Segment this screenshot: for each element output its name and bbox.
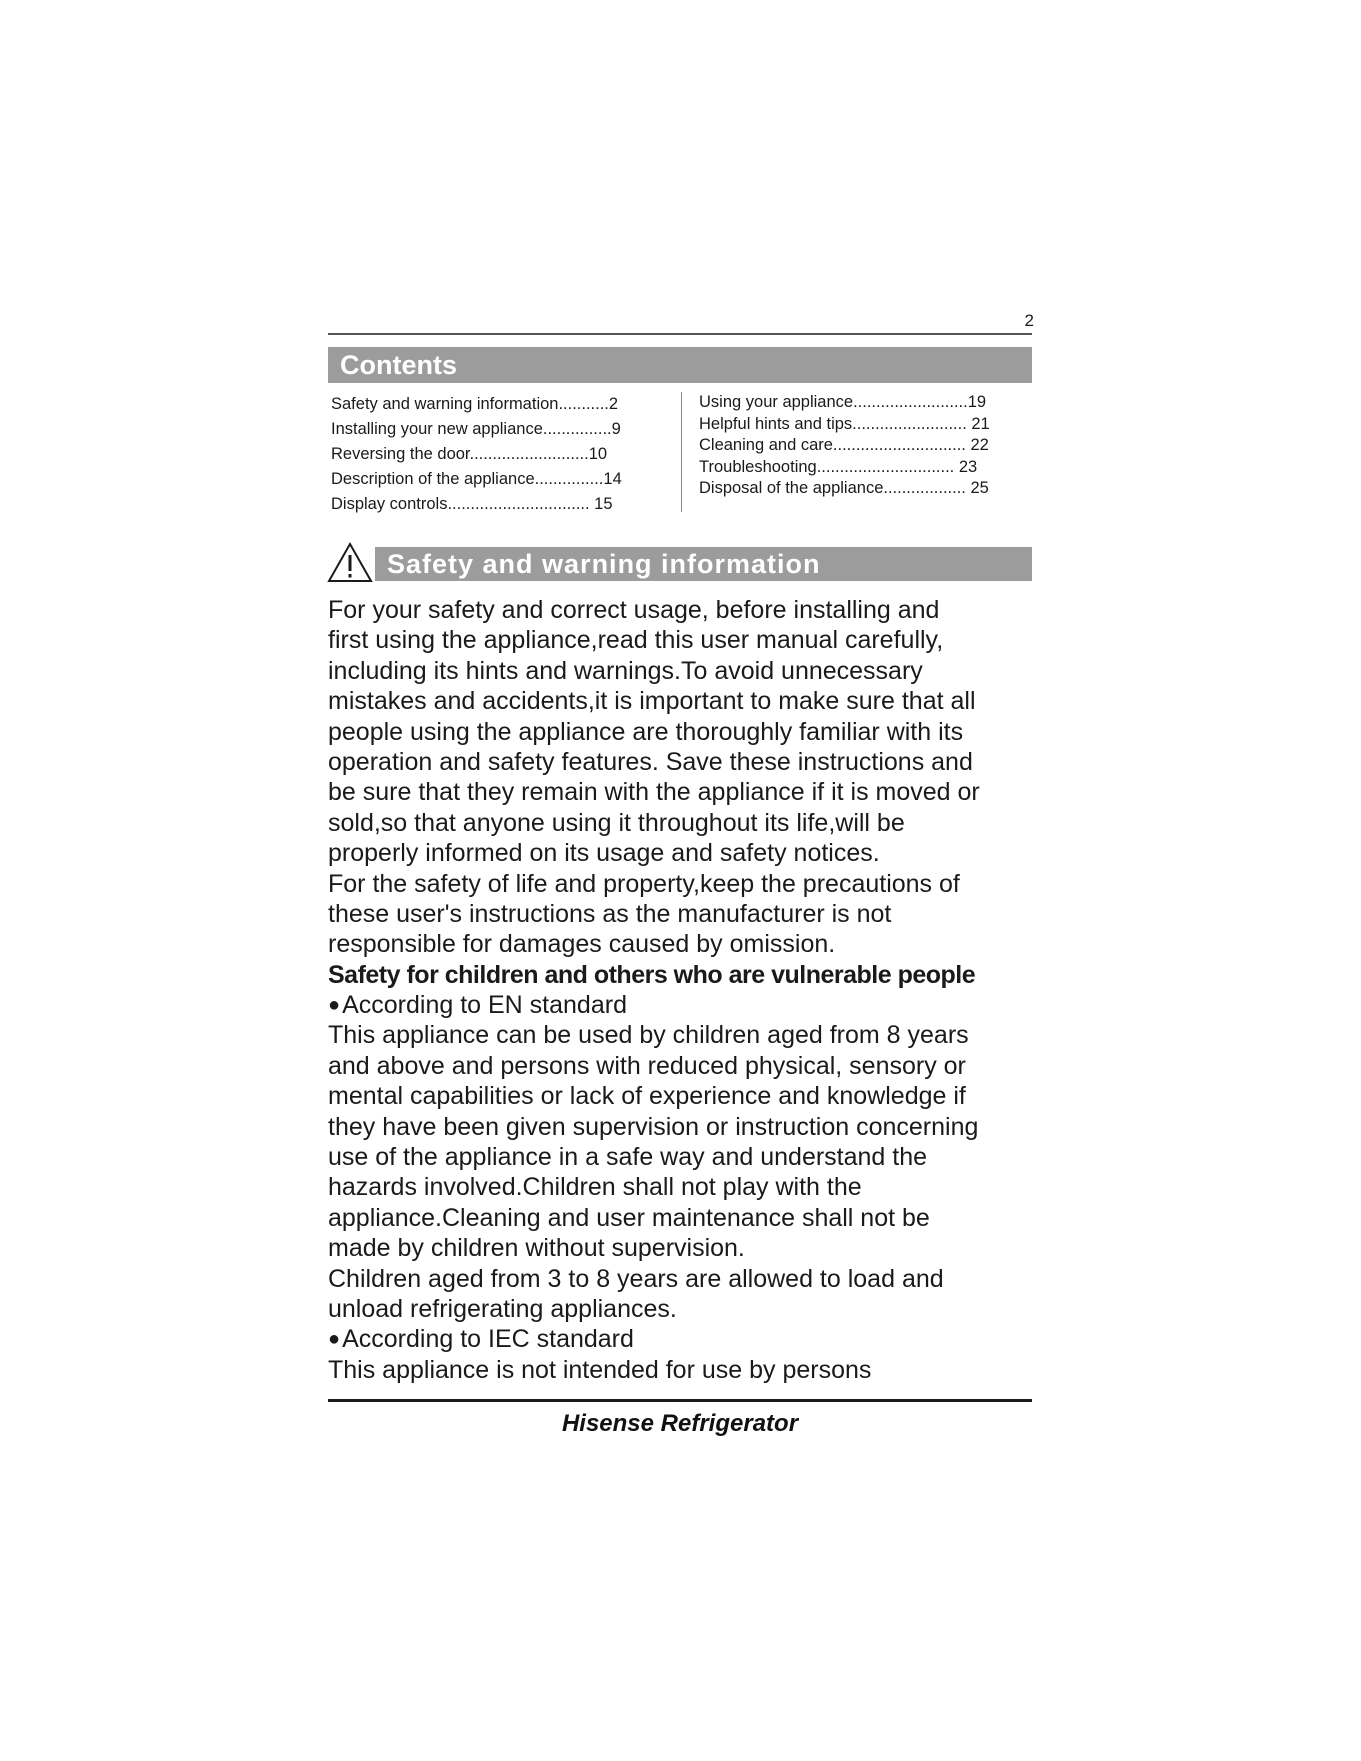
bullet-en-standard xyxy=(328,990,1048,1020)
body-line: including its hints and warnings.To avoid unnecessary xyxy=(328,656,923,685)
footer-rule xyxy=(328,1399,1032,1402)
toc-item: Safety and warning information...........2 xyxy=(331,395,619,413)
contents-header xyxy=(328,347,1032,383)
toc-item: Description of the appliance...............14 xyxy=(331,470,622,488)
toc-item: Cleaning and care............................. 22 xyxy=(699,436,989,454)
body-line: hazards involved.Children shall not play with the xyxy=(328,1173,862,1202)
body-line: responsible for damages caused by omission. xyxy=(328,930,836,959)
body-line: This appliance is not intended for use by persons xyxy=(328,1355,872,1384)
body-line: and above and persons with reduced physical, sensory or xyxy=(328,1051,966,1080)
body-line: they have been given supervision or instruction concerning xyxy=(328,1112,979,1141)
body-line: mistakes and accidents,it is important to make sure that all xyxy=(328,687,976,716)
body-line: mental capabilities or lack of experience and knowledge if xyxy=(328,1082,966,1111)
toc-item: Disposal of the appliance.................. 25 xyxy=(699,479,989,497)
body-line: appliance.Cleaning and user maintenance shall not be xyxy=(328,1203,930,1232)
body-line: For the safety of life and property,keep the precautions of xyxy=(328,869,960,898)
body-line: For your safety and correct usage, before installing and xyxy=(328,596,940,624)
safety-body xyxy=(328,595,1048,1385)
body-line: properly informed on its usage and safety notices. xyxy=(328,839,880,868)
toc-item: Reversing the door..........................10 xyxy=(331,445,608,463)
body-line: Children aged from 3 to 8 years are allowed to load and xyxy=(328,1264,944,1293)
body-line: use of the appliance in a safe way and understand the xyxy=(328,1143,928,1172)
safety-title: Safety and warning information xyxy=(387,549,821,579)
body-line: This appliance can be used by children aged from 8 years xyxy=(328,1021,969,1050)
bullet-label: According to EN standard xyxy=(342,991,627,1020)
body-line: operation and safety features. Save these instructions and xyxy=(328,747,973,776)
toc-item: Troubleshooting.............................. 23 xyxy=(699,457,978,476)
children-safety-subheading: Safety for children and others who are vulnerable people xyxy=(328,960,976,989)
body-line: made by children without supervision. xyxy=(328,1234,745,1263)
bullet-label: According to IEC standard xyxy=(342,1325,634,1354)
body-line: first using the appliance,read this user manual carefully, xyxy=(328,626,944,655)
body-line: unload refrigerating appliances. xyxy=(328,1294,677,1323)
toc-item: Using your appliance.........................19 xyxy=(699,393,987,411)
page-number: 2 xyxy=(1024,311,1034,330)
body-line: these user's instructions as the manufacturer is not xyxy=(328,899,892,928)
footer-brand: Hisense Refrigerator xyxy=(561,1410,799,1437)
toc-left-column xyxy=(331,392,661,517)
body-line: be sure that they remain with the appliance if it is moved or xyxy=(328,778,980,807)
warning-triangle-icon xyxy=(327,541,373,583)
toc-item: Installing your new appliance...............9 xyxy=(331,420,621,438)
bullet-iec-standard xyxy=(328,1324,1048,1354)
bullet-icon: ● xyxy=(328,994,341,1017)
bullet-icon: ● xyxy=(328,1328,341,1351)
safety-header xyxy=(375,547,1032,581)
toc-item: Display controls............................... 15 xyxy=(331,495,613,513)
toc-divider xyxy=(681,392,682,512)
contents-title: Contents xyxy=(340,350,457,380)
toc-right-column xyxy=(699,392,1033,500)
body-line: people using the appliance are thoroughly familiar with its xyxy=(328,717,964,746)
toc-item: Helpful hints and tips......................... 21 xyxy=(699,414,990,433)
body-line: sold,so that anyone using it throughout its life,will be xyxy=(328,808,905,837)
header-rule xyxy=(328,333,1032,335)
